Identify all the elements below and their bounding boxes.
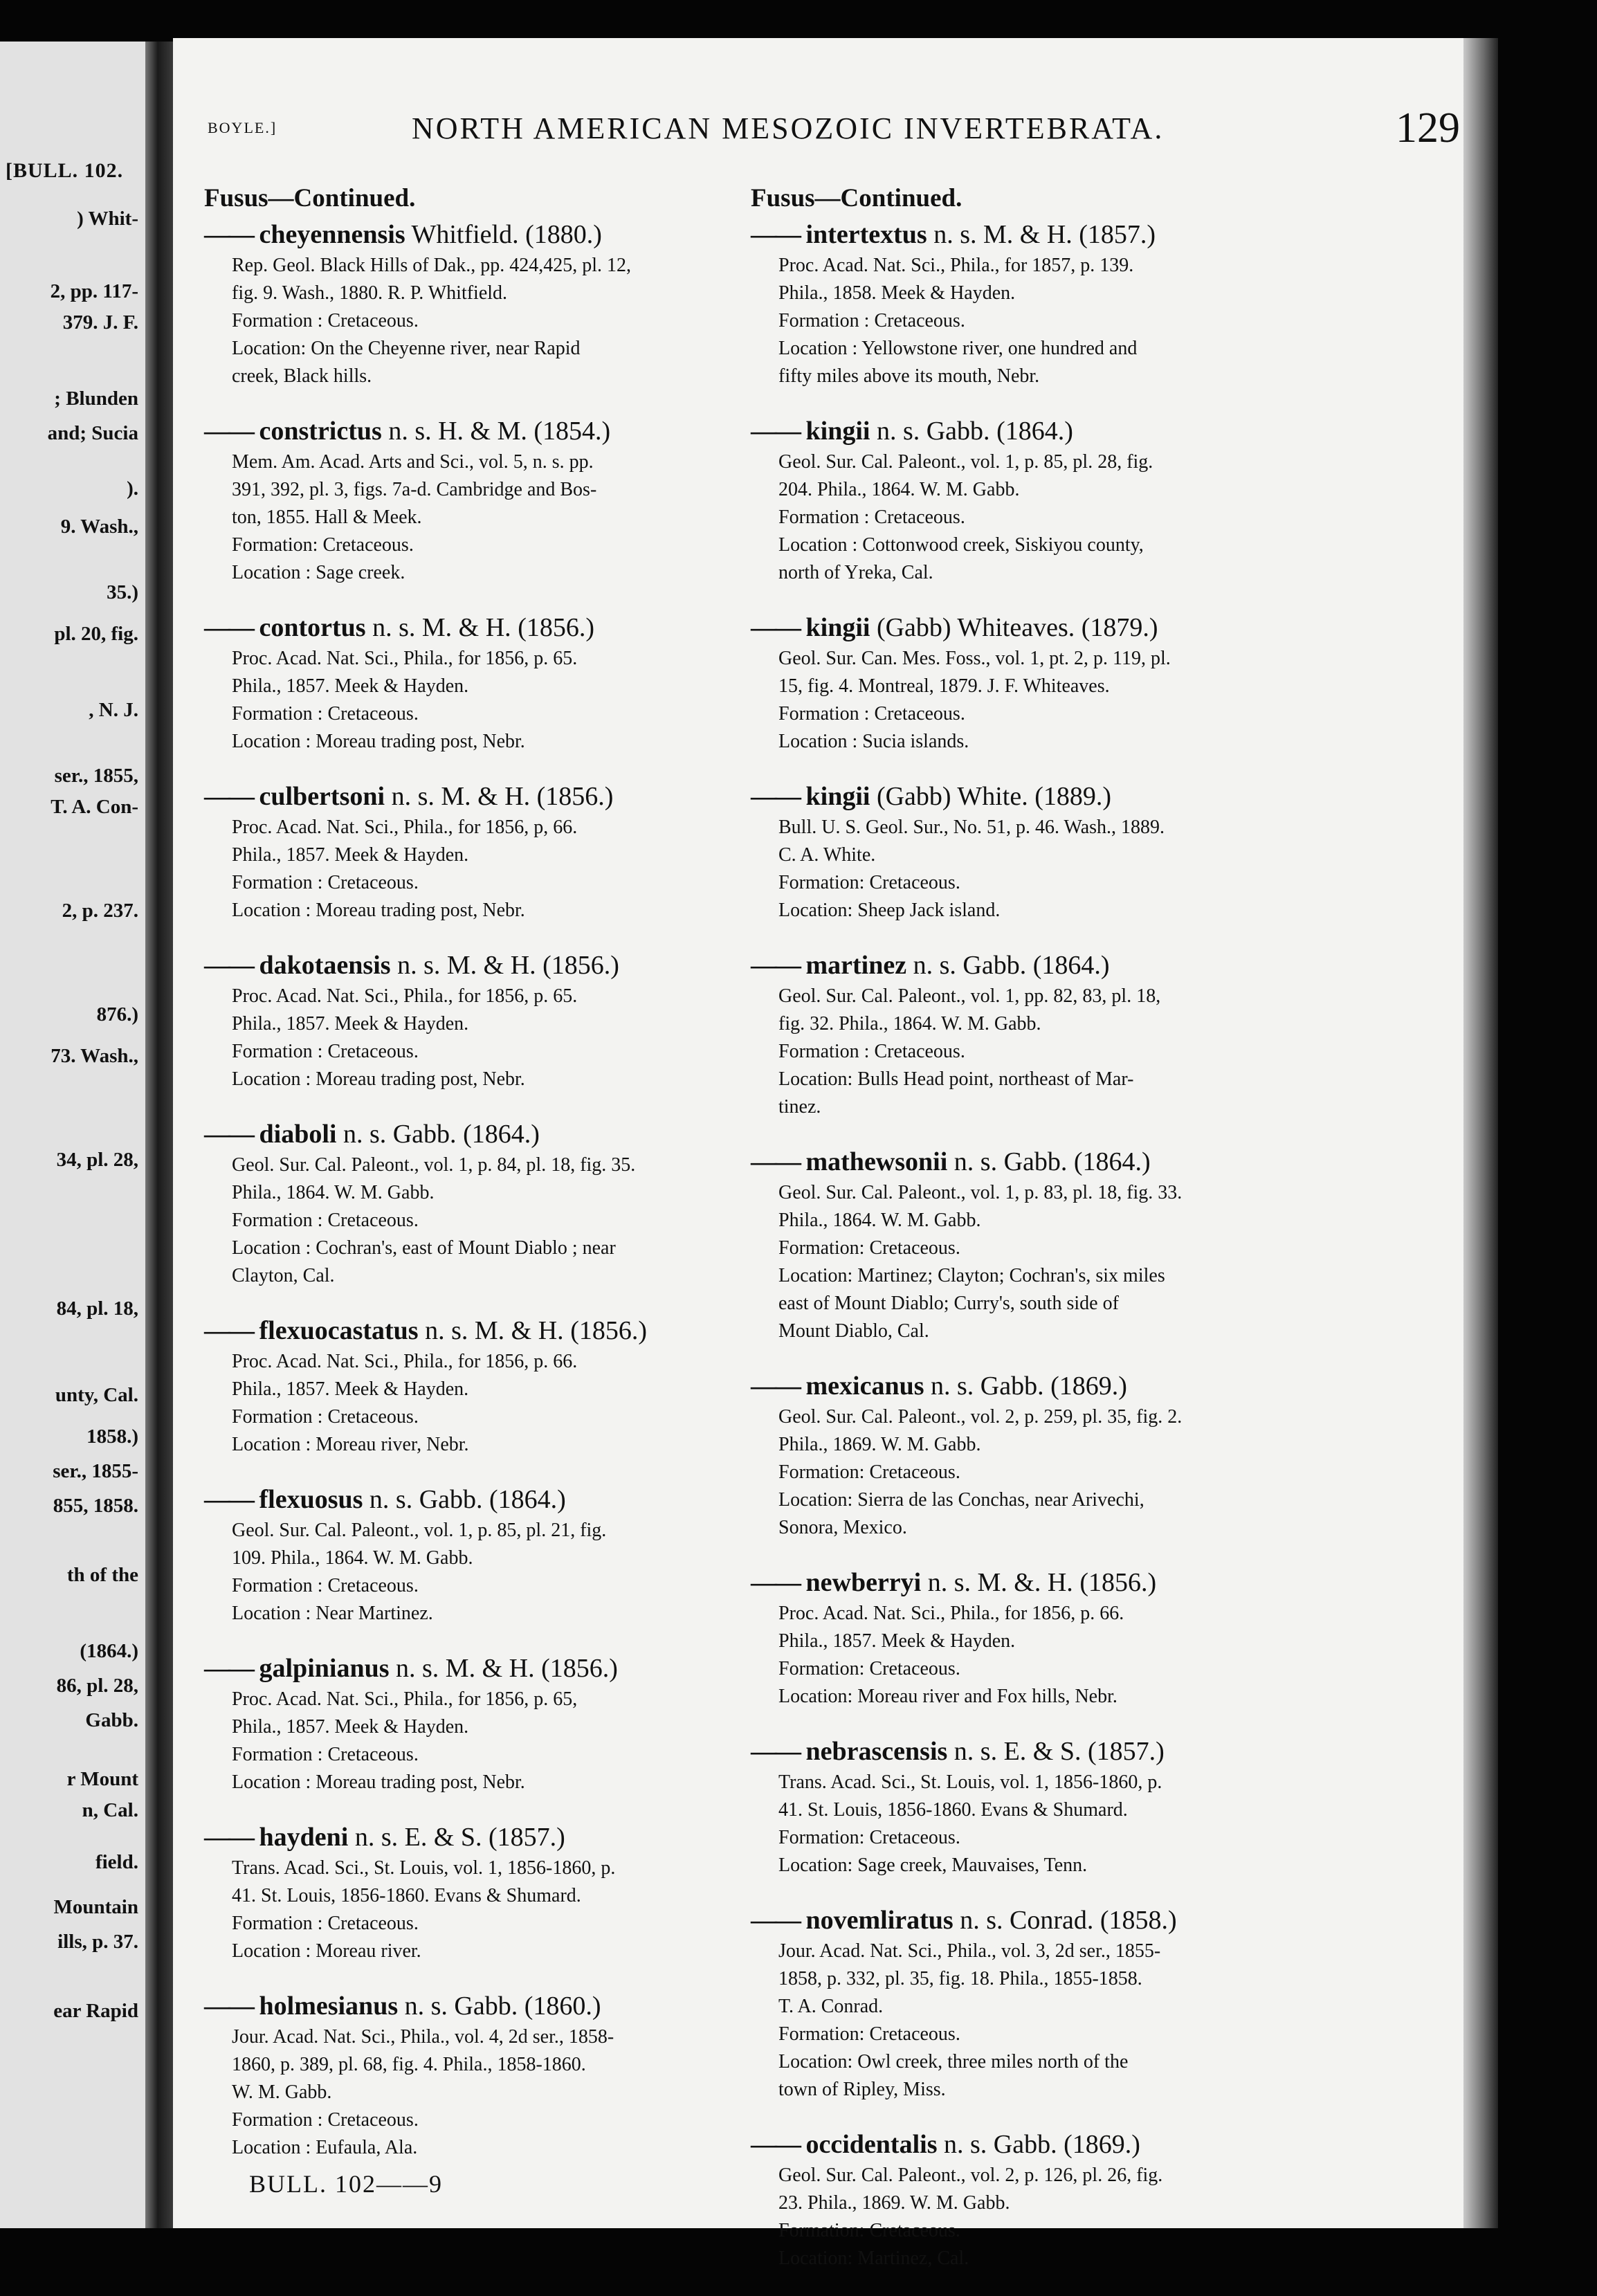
species-name: newberryi (805, 1568, 922, 1597)
reference-line: 15, fig. 4. Montreal, 1879. J. F. Whiteaves. (778, 675, 1110, 697)
reference-line: 23. Phila., 1869. W. M. Gabb. (778, 2192, 1010, 2214)
species-name: mexicanus (805, 1372, 924, 1401)
reference-line: fig. 9. Wash., 1880. R. P. Whitfield. (232, 282, 508, 304)
em-dash-rule: —— (751, 613, 799, 642)
em-dash-rule: —— (204, 417, 253, 446)
reference-line: 109. Phila., 1864. W. M. Gabb. (232, 1547, 473, 1569)
reference-line: Geol. Sur. Cal. Paleont., vol. 1, p. 85, pl. 28, fig. (778, 451, 1153, 473)
reference-line: Jour. Acad. Nat. Sci., Phila., vol. 3, 2d ser., 1855- (778, 1940, 1161, 1962)
species-heading (204, 1313, 758, 1348)
reference-line: ton, 1855. Hall & Meek. (232, 507, 422, 528)
adjacent-page-line: 379. J. F. (62, 311, 138, 334)
formation-line: Formation : Cretaceous. (232, 1744, 419, 1765)
right-column (751, 183, 1304, 2296)
em-dash-rule: —— (204, 1823, 253, 1852)
reference-line: Geol. Sur. Cal. Paleont., vol. 1, p. 84, pl. 18, fig. 35. (232, 1154, 636, 1176)
species-authority: n. s. E. & S. (953, 1737, 1082, 1766)
species-entry (204, 414, 758, 587)
reference-line: Phila., 1869. W. M. Gabb. (778, 1434, 981, 1455)
species-year: (1854.) (533, 417, 611, 446)
species-year: (1856.) (542, 951, 619, 980)
reference-line: Proc. Acad. Nat. Sci., Phila., for 1856, p, 66. (232, 817, 578, 838)
running-head-author: BOYLE.] (208, 119, 277, 136)
species-name: martinez (805, 951, 907, 980)
species-entry (204, 1482, 758, 1628)
species-heading (751, 414, 1304, 448)
adjacent-page-line: 86, pl. 28, (56, 1675, 138, 1697)
formation-line: Formation: Cretaceous. (778, 1658, 960, 1679)
species-name: flexuosus (259, 1485, 363, 1514)
formation-line: Formation : Cretaceous. (778, 703, 965, 725)
species-year: (1864.) (463, 1120, 540, 1149)
species-name: occidentalis (805, 2130, 938, 2159)
species-year: (1880.) (525, 220, 602, 249)
formation-line: Formation: Cretaceous. (778, 872, 960, 893)
species-heading (751, 948, 1304, 983)
adjacent-page-strip (0, 42, 145, 2228)
species-heading (204, 414, 758, 448)
formation-line: Formation: Cretaceous. (778, 1461, 960, 1483)
formation-line: Formation : Cretaceous. (778, 507, 965, 528)
species-authority: n. s. M. & H. (396, 1654, 535, 1683)
adjacent-page-line: r Mount (66, 1768, 138, 1790)
location-line: Clayton, Cal. (232, 1265, 335, 1286)
location-line: Location: Sierra de las Conchas, near Arivechi, (778, 1489, 1144, 1511)
location-line: Location : Moreau trading post, Nebr. (232, 900, 525, 921)
reference-line: Jour. Acad. Nat. Sci., Phila., vol. 4, 2d ser., 1858- (232, 2026, 614, 2048)
location-line: north of Yreka, Cal. (778, 562, 933, 583)
signature-footer: BULL. 102——9 (249, 2170, 443, 2198)
page-edge-shadow (1463, 38, 1498, 2228)
species-authority: n. s. Gabb. (931, 1372, 1044, 1401)
reference-line: Proc. Acad. Nat. Sci., Phila., for 1856, p. 66. (778, 1603, 1124, 1624)
em-dash-rule: —— (204, 220, 253, 249)
species-authority: n. s. Gabb. (876, 417, 990, 446)
species-entry (204, 1651, 758, 1796)
species-name: flexuocastatus (259, 1316, 419, 1345)
species-entry (751, 1369, 1304, 1542)
reference-line: T. A. Conrad. (778, 1996, 884, 2017)
species-name: kingii (805, 782, 870, 811)
species-heading (204, 948, 758, 983)
reference-line: Geol. Sur. Can. Mes. Foss., vol. 1, pt. 2, p. 119, pl. (778, 648, 1171, 669)
species-entry (204, 779, 758, 924)
adjacent-page-line: ills, p. 37. (57, 1931, 138, 1953)
reference-line: Proc. Acad. Nat. Sci., Phila., for 1857, p. 139. (778, 255, 1134, 276)
reference-line: Geol. Sur. Cal. Paleont., vol. 2, p. 126, pl. 26, fig. (778, 2165, 1163, 2186)
reference-line: 41. St. Louis, 1856-1860. Evans & Shumard. (778, 1799, 1128, 1821)
adjacent-page-line: 876.) (96, 1003, 138, 1026)
species-heading (204, 1482, 758, 1517)
species-name: nebrascensis (805, 1737, 948, 1766)
species-name: contortus (259, 613, 366, 642)
adjacent-page-line: and; Sucia (47, 422, 138, 444)
formation-line: Formation: Cretaceous. (778, 2220, 960, 2241)
adjacent-page-line: th of the (66, 1564, 138, 1586)
species-year: (1856.) (518, 613, 594, 642)
species-authority: n. s. Gabb. (943, 2130, 1057, 2159)
species-year: (1856.) (1079, 1568, 1157, 1597)
adjacent-page-line: , N. J. (89, 699, 138, 721)
location-line: Location: Martinez; Clayton; Cochran's, six miles (778, 1265, 1165, 1286)
species-authority: n. s. Conrad. (960, 1906, 1094, 1935)
reference-line: Phila., 1857. Meek & Hayden. (232, 1013, 469, 1035)
location-line: Location: Moreau river and Fox hills, Nebr. (778, 1686, 1117, 1707)
running-head-title: NORTH AMERICAN MESOZOIC INVERTEBRATA. (412, 111, 1165, 145)
species-year: (1879.) (1081, 613, 1158, 642)
species-entry (751, 779, 1304, 924)
species-year: (1864.) (489, 1485, 566, 1514)
adjacent-page-line: ser., 1855, (54, 765, 138, 787)
adjacent-page-header: [BULL. 102. (6, 159, 124, 182)
species-authority: n. s. Gabb. (343, 1120, 457, 1149)
species-authority: n. s. M. & H. (397, 951, 536, 980)
adjacent-page-line: 34, pl. 28, (56, 1149, 138, 1171)
adjacent-page-line: 2, p. 237. (62, 900, 138, 922)
reference-line: Geol. Sur. Cal. Paleont., vol. 1, p. 85, pl. 21, fig. (232, 1520, 607, 1541)
formation-line: Formation : Cretaceous. (232, 1406, 419, 1428)
formation-line: Formation : Cretaceous. (778, 1041, 965, 1062)
species-year: (1857.) (1088, 1737, 1165, 1766)
reference-line: 1858, p. 332, pl. 35, fig. 18. Phila., 1855-1858. (778, 1968, 1142, 1989)
location-line: town of Ripley, Miss. (778, 2079, 946, 2100)
reference-line: 1860, p. 389, pl. 68, fig. 4. Phila., 1858-1860. (232, 2054, 586, 2075)
species-year: (1869.) (1050, 1372, 1127, 1401)
location-line: Location : Moreau trading post, Nebr. (232, 1771, 525, 1793)
formation-line: Formation: Cretaceous. (778, 1237, 960, 1259)
adjacent-page-line: ear Rapid (53, 2000, 138, 2022)
species-year: (1860.) (524, 1992, 601, 2021)
species-entry (751, 948, 1304, 1121)
species-name: constrictus (259, 417, 382, 446)
species-authority: n. s. M. & H. (372, 613, 511, 642)
location-line: Location: On the Cheyenne river, near Rapid (232, 338, 581, 359)
running-head (173, 104, 1460, 152)
location-line: Location : Sucia islands. (778, 731, 969, 752)
em-dash-rule: —— (204, 613, 253, 642)
location-line: Location : Moreau river. (232, 1940, 421, 1962)
left-column-heading: Fusus—Continued. (204, 184, 416, 212)
formation-line: Formation : Cretaceous. (778, 310, 965, 331)
location-line: Location : Cochran's, east of Mount Diablo ; near (232, 1237, 616, 1259)
species-entry (751, 1903, 1304, 2104)
species-year: (1857.) (1079, 220, 1156, 249)
em-dash-rule: —— (751, 220, 799, 249)
em-dash-rule: —— (204, 1992, 253, 2021)
species-year: (1869.) (1064, 2130, 1140, 2159)
adjacent-page-line: pl. 20, fig. (54, 623, 138, 645)
formation-line: Formation : Cretaceous. (232, 2109, 419, 2131)
species-name: galpinianus (259, 1654, 390, 1683)
species-entry (751, 1145, 1304, 1345)
species-name: intertextus (805, 220, 927, 249)
species-heading (204, 1117, 758, 1151)
location-line: Location : Near Martinez. (232, 1603, 433, 1624)
location-line: Sonora, Mexico. (778, 1517, 907, 1538)
location-line: Location: Owl creek, three miles north of the (778, 2051, 1129, 2072)
species-authority: n. s. Gabb. (369, 1485, 483, 1514)
species-authority: n. s. M. &. H. (927, 1568, 1073, 1597)
species-heading (204, 779, 758, 814)
species-heading (751, 610, 1304, 645)
reference-line: Trans. Acad. Sci., St. Louis, vol. 1, 1856-1860, p. (232, 1857, 616, 1879)
formation-line: Formation : Cretaceous. (232, 1210, 419, 1231)
adjacent-page-line: Gabb. (85, 1709, 138, 1731)
location-line: Location : Moreau trading post, Nebr. (232, 731, 525, 752)
species-heading (751, 1145, 1304, 1179)
formation-line: Formation : Cretaceous. (232, 703, 419, 725)
species-name: holmesianus (259, 1992, 399, 2021)
species-name: diaboli (259, 1120, 337, 1149)
species-heading (751, 1734, 1304, 1769)
species-entry (751, 1565, 1304, 1711)
location-line: Location: Sage creek, Mauvaises, Tenn. (778, 1855, 1088, 1876)
adjacent-page-line: 84, pl. 18, (56, 1297, 138, 1320)
em-dash-rule: —— (751, 417, 799, 446)
left-column (204, 183, 758, 2185)
location-line: creek, Black hills. (232, 365, 372, 387)
species-year: (1856.) (541, 1654, 618, 1683)
reference-line: Phila., 1857. Meek & Hayden. (232, 675, 469, 697)
formation-line: Formation : Cretaceous. (232, 310, 419, 331)
species-authority: n. s. M. & H. (391, 782, 531, 811)
species-name: kingii (805, 417, 870, 446)
species-heading (204, 1989, 758, 2023)
em-dash-rule: —— (751, 1906, 799, 1935)
species-authority: n. s. H. & M. (388, 417, 527, 446)
adjacent-page-line: 855, 1858. (53, 1495, 138, 1517)
em-dash-rule: —— (204, 1485, 253, 1514)
em-dash-rule: —— (204, 1654, 253, 1683)
adjacent-page-line: T. A. Con- (51, 796, 138, 818)
formation-line: Formation: Cretaceous. (232, 534, 414, 556)
right-column-entries (751, 217, 1304, 2272)
reference-line: C. A. White. (778, 844, 876, 866)
reference-line: Geol. Sur. Cal. Paleont., vol. 1, p. 83, pl. 18, fig. 33. (778, 1182, 1183, 1203)
species-entry (204, 1820, 758, 1965)
species-authority: n. s. E. & S. (354, 1823, 482, 1852)
page-gutter (145, 42, 173, 2228)
reference-line: Trans. Acad. Sci., St. Louis, vol. 1, 1856-1860, p. (778, 1771, 1162, 1793)
species-entry (204, 1989, 758, 2162)
species-heading (751, 1369, 1304, 1403)
adjacent-page-line: field. (95, 1851, 138, 1873)
species-entry (204, 1117, 758, 1290)
species-authority: n. s. Gabb. (404, 1992, 518, 2021)
species-year: (1889.) (1034, 782, 1112, 811)
em-dash-rule: —— (204, 1316, 253, 1345)
right-column-heading: Fusus—Continued. (751, 184, 962, 212)
page-number: 129 (1396, 104, 1460, 152)
adjacent-page-line: ; Blunden (54, 388, 138, 410)
reference-line: Proc. Acad. Nat. Sci., Phila., for 1856, p. 66. (232, 1351, 578, 1372)
reference-line: Mem. Am. Acad. Arts and Sci., vol. 5, n. s. pp. (232, 451, 594, 473)
em-dash-rule: —— (751, 2130, 799, 2159)
left-column-entries (204, 217, 758, 2162)
species-entry (204, 610, 758, 756)
species-heading (204, 1820, 758, 1855)
species-authority: (Gabb) Whiteaves. (876, 613, 1075, 642)
adjacent-page-line: unty, Cal. (55, 1384, 138, 1406)
formation-line: Formation : Cretaceous. (232, 872, 419, 893)
location-line: Mount Diablo, Cal. (778, 1320, 929, 1342)
em-dash-rule: —— (751, 1737, 799, 1766)
location-line: Location: Sheep Jack island. (778, 900, 1001, 921)
adjacent-page-line: (1864.) (80, 1640, 138, 1662)
reference-line: Geol. Sur. Cal. Paleont., vol. 1, pp. 82, 83, pl. 18, (778, 985, 1161, 1007)
em-dash-rule: —— (751, 1147, 799, 1176)
species-year: (1864.) (1073, 1147, 1151, 1176)
location-line: Location: Martinez, Cal. (778, 2248, 969, 2269)
em-dash-rule: —— (204, 951, 253, 980)
species-name: culbertsoni (259, 782, 385, 811)
reference-line: fig. 32. Phila., 1864. W. M. Gabb. (778, 1013, 1041, 1035)
species-entry (204, 217, 758, 390)
reference-line: Proc. Acad. Nat. Sci., Phila., for 1856, p. 65. (232, 985, 578, 1007)
location-line: Location: Bulls Head point, northeast of Mar- (778, 1068, 1134, 1090)
reference-line: Phila., 1857. Meek & Hayden. (232, 1716, 469, 1738)
reference-line: 41. St. Louis, 1856-1860. Evans & Shumard. (232, 1885, 581, 1906)
reference-line: Phila., 1864. W. M. Gabb. (778, 1210, 981, 1231)
species-heading (751, 217, 1304, 252)
location-line: Location : Cottonwood creek, Siskiyou county, (778, 534, 1144, 556)
formation-line: Formation : Cretaceous. (232, 1575, 419, 1596)
species-entry (751, 610, 1304, 756)
species-name: kingii (805, 613, 870, 642)
species-authority: Whitfield. (411, 220, 519, 249)
formation-line: Formation: Cretaceous. (778, 1827, 960, 1848)
adjacent-page-line: ) Whit- (77, 208, 138, 230)
adjacent-page-line: ser., 1855- (53, 1460, 138, 1482)
location-line: Location : Moreau river, Nebr. (232, 1434, 469, 1455)
species-authority: n. s. Gabb. (953, 1147, 1068, 1176)
location-line: Location : Eufaula, Ala. (232, 2137, 418, 2158)
location-line: fifty miles above its mouth, Nebr. (778, 365, 1040, 387)
species-heading (751, 1565, 1304, 1600)
em-dash-rule: —— (751, 782, 799, 811)
formation-line: Formation: Cretaceous. (778, 2023, 960, 2045)
species-authority: (Gabb) White. (876, 782, 1028, 811)
species-heading (204, 610, 758, 645)
species-year: (1857.) (489, 1823, 565, 1852)
adjacent-page-line: 35.) (107, 581, 138, 603)
species-authority: n. s. M. & H. (425, 1316, 564, 1345)
em-dash-rule: —— (204, 1120, 253, 1149)
species-entry (751, 2127, 1304, 2272)
location-line: Location : Yellowstone river, one hundred and (778, 338, 1138, 359)
species-year: (1858.) (1099, 1906, 1177, 1935)
species-name: novemliratus (805, 1906, 953, 1935)
species-authority: n. s. M. & H. (933, 220, 1073, 249)
species-year: (1864.) (996, 417, 1073, 446)
em-dash-rule: —— (204, 782, 253, 811)
species-entry (751, 1734, 1304, 1879)
species-year: (1864.) (1032, 951, 1110, 980)
location-line: east of Mount Diablo; Curry's, south side of (778, 1293, 1119, 1314)
adjacent-page-line: 73. Wash., (51, 1045, 138, 1067)
species-heading (751, 2127, 1304, 2162)
reference-line: Phila., 1857. Meek & Hayden. (778, 1630, 1016, 1652)
formation-line: Formation : Cretaceous. (232, 1913, 419, 1934)
species-authority: n. s. Gabb. (913, 951, 1027, 980)
species-heading (751, 779, 1304, 814)
reference-line: W. M. Gabb. (232, 2081, 332, 2103)
reference-line: 391, 392, pl. 3, figs. 7a-d. Cambridge and Bos- (232, 479, 597, 500)
species-entry (204, 1313, 758, 1459)
species-heading (204, 1651, 758, 1686)
adjacent-page-line: 1858.) (86, 1425, 138, 1448)
em-dash-rule: —— (751, 1568, 799, 1597)
reference-line: 204. Phila., 1864. W. M. Gabb. (778, 479, 1020, 500)
species-entry (204, 948, 758, 1093)
location-line: Location : Sage creek. (232, 562, 405, 583)
reference-line: Proc. Acad. Nat. Sci., Phila., for 1856, p. 65. (232, 648, 578, 669)
species-name: cheyennensis (259, 220, 405, 249)
location-line: Location : Moreau trading post, Nebr. (232, 1068, 525, 1090)
species-name: haydeni (259, 1823, 349, 1852)
species-heading (204, 217, 758, 252)
reference-line: Rep. Geol. Black Hills of Dak., pp. 424,425, pl. 12, (232, 255, 632, 276)
location-line: tinez. (778, 1096, 821, 1118)
species-year: (1856.) (536, 782, 614, 811)
reference-line: Phila., 1864. W. M. Gabb. (232, 1182, 435, 1203)
formation-line: Formation : Cretaceous. (232, 1041, 419, 1062)
reference-line: Phila., 1857. Meek & Hayden. (232, 844, 469, 866)
species-entry (751, 217, 1304, 390)
species-year: (1856.) (570, 1316, 647, 1345)
species-name: mathewsonii (805, 1147, 948, 1176)
adjacent-page-line: n, Cal. (82, 1799, 138, 1821)
species-name: dakotaensis (259, 951, 391, 980)
species-heading (751, 1903, 1304, 1938)
species-entry (751, 414, 1304, 587)
em-dash-rule: —— (751, 951, 799, 980)
reference-line: Bull. U. S. Geol. Sur., No. 51, p. 46. Wash., 1889. (778, 817, 1165, 838)
em-dash-rule: —— (751, 1372, 799, 1401)
adjacent-page-line: Mountain (53, 1896, 138, 1918)
reference-line: Geol. Sur. Cal. Paleont., vol. 2, p. 259, pl. 35, fig. 2. (778, 1406, 1183, 1428)
reference-line: Phila., 1857. Meek & Hayden. (232, 1378, 469, 1400)
adjacent-page-line: 2, pp. 117- (50, 280, 138, 302)
adjacent-page-line: ). (127, 477, 138, 500)
adjacent-page-line: 9. Wash., (60, 516, 138, 538)
reference-line: Proc. Acad. Nat. Sci., Phila., for 1856, p. 65, (232, 1688, 578, 1710)
reference-line: Phila., 1858. Meek & Hayden. (778, 282, 1016, 304)
